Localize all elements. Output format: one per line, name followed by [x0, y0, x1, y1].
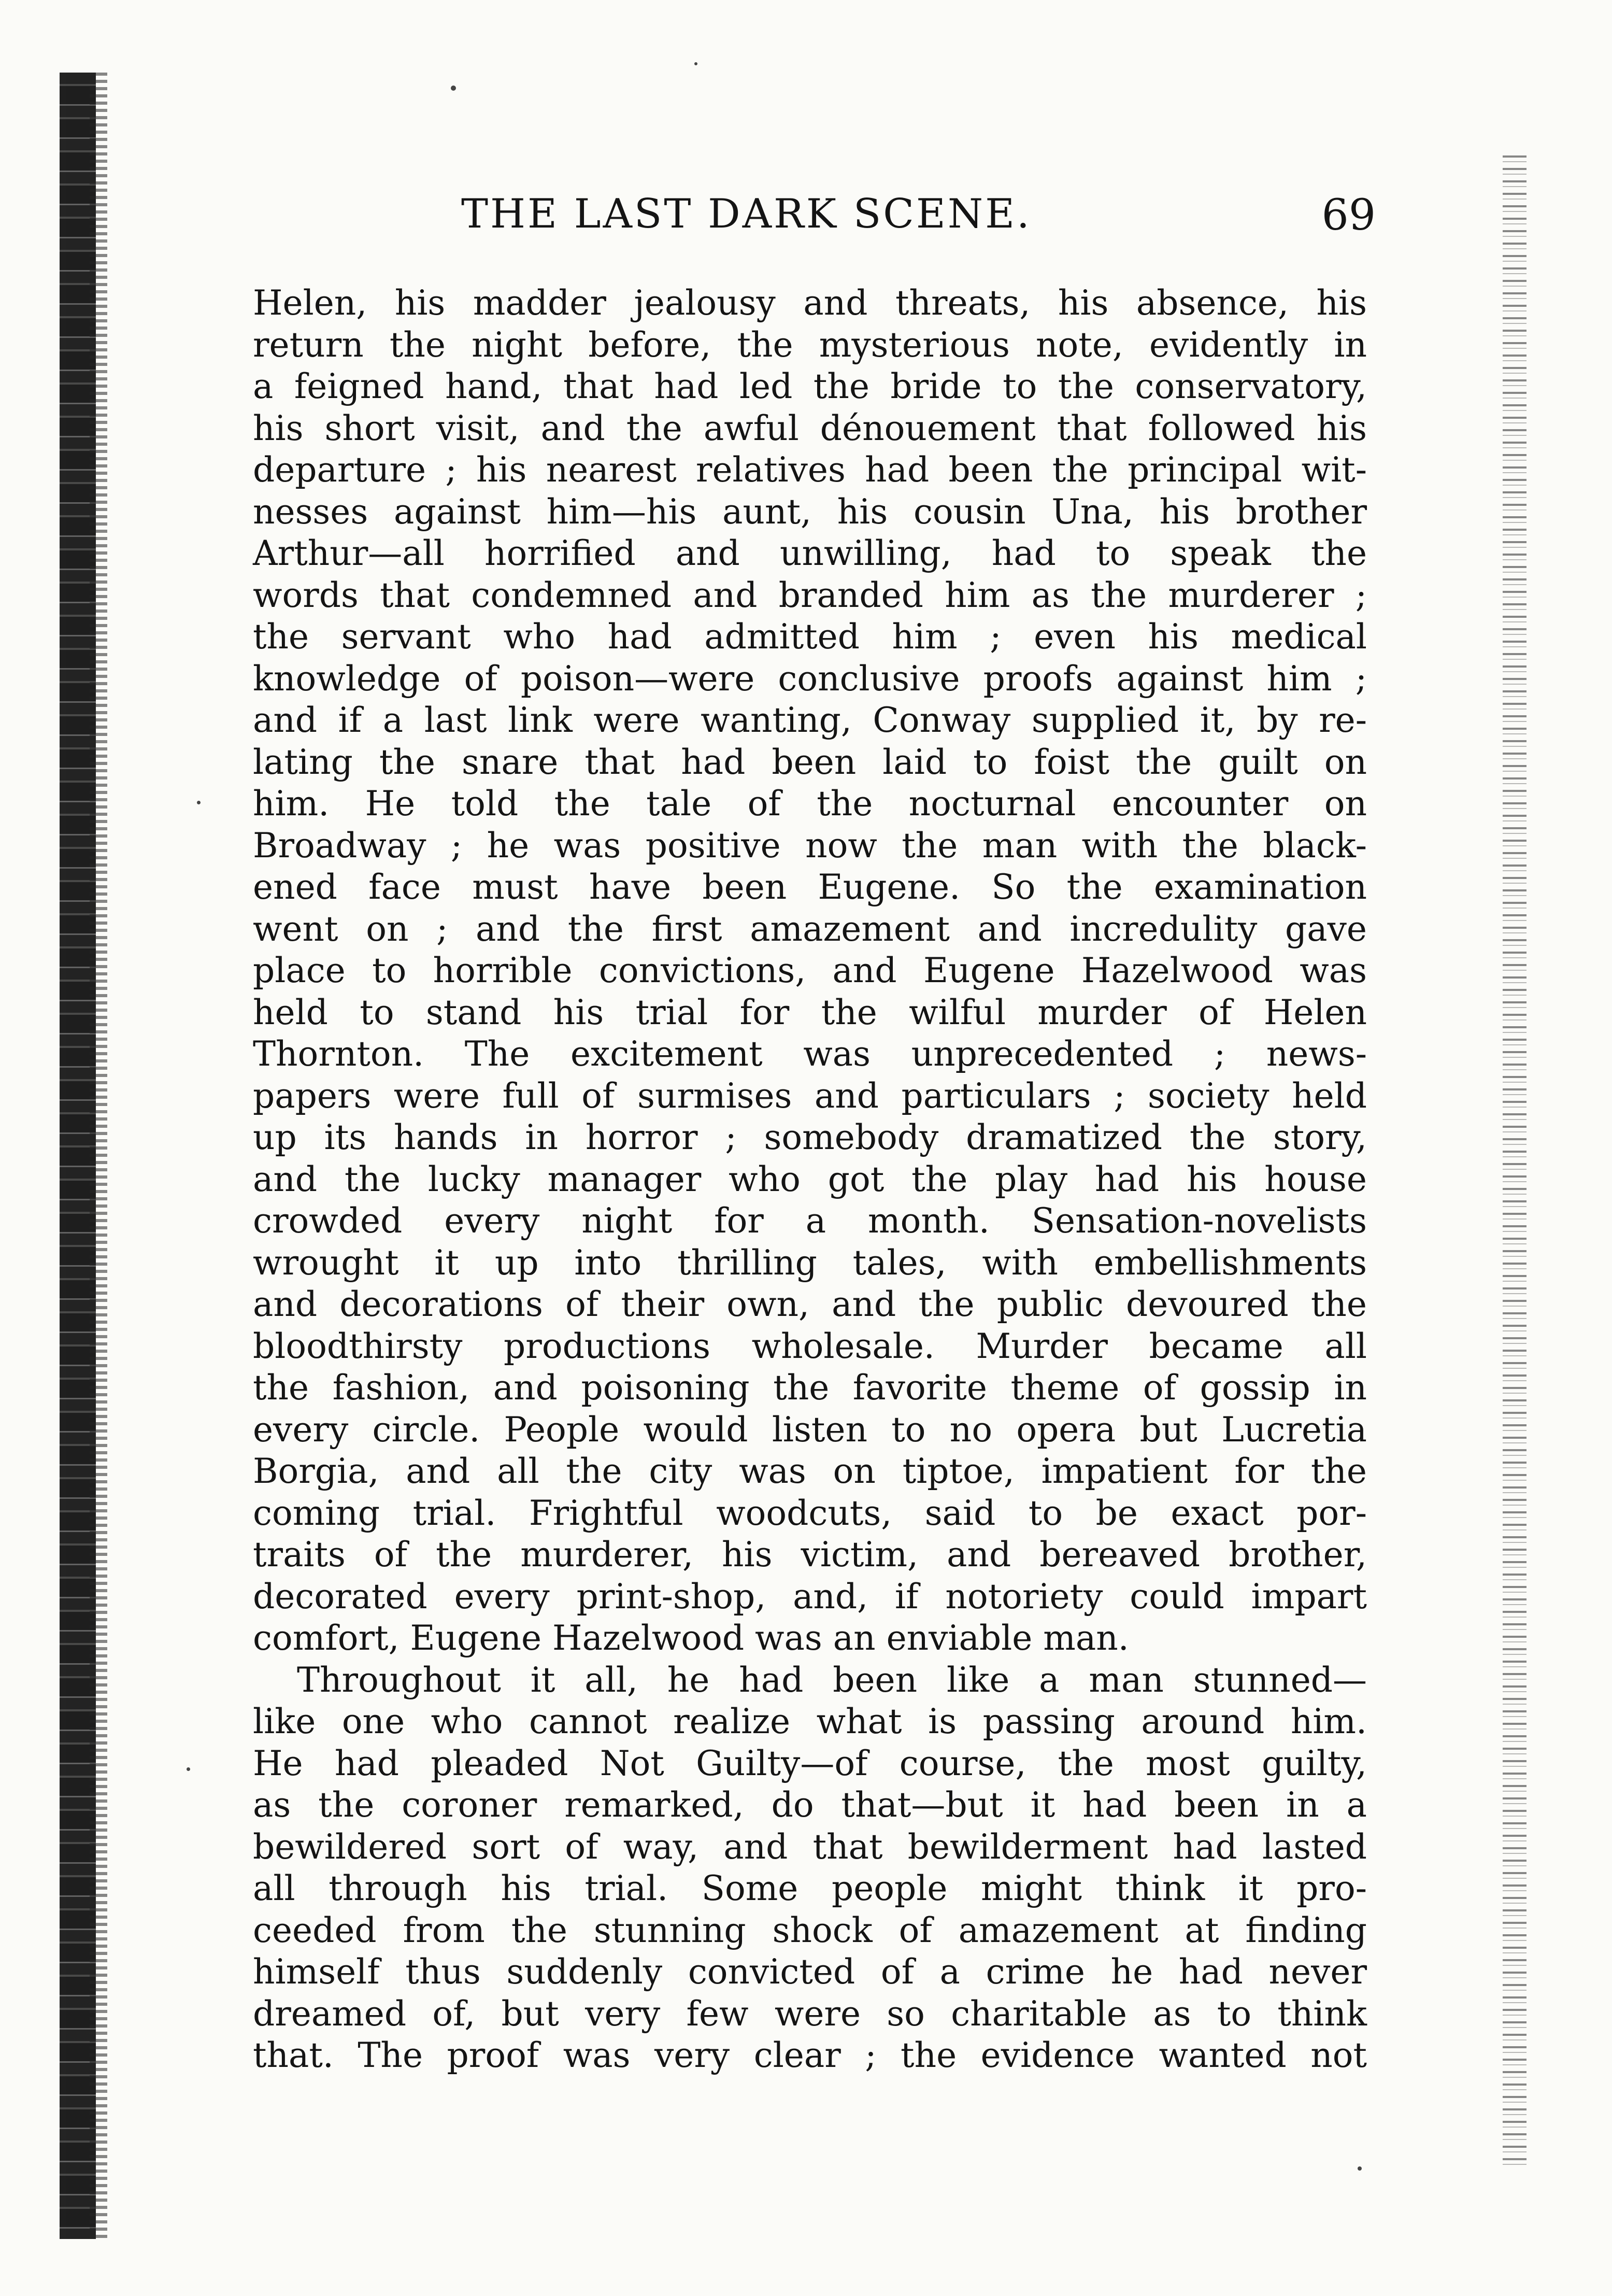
text-line: departure ; his nearest relatives had been the principal wit-	[253, 450, 1367, 490]
text-line: went on ; and the first amazement and incredulity gave	[253, 909, 1367, 949]
text-line: coming trial. Frightful woodcuts, said to be exact por-	[253, 1493, 1367, 1533]
text-line: lating the snare that had been laid to foist the guilt on	[253, 742, 1367, 782]
body-text	[253, 282, 1367, 2077]
text-line: his short visit, and the awful dénouement that followed his	[253, 408, 1367, 448]
text-line: traits of the murderer, his victim, and bereaved brother,	[253, 1535, 1367, 1575]
text-line: him. He told the tale of the nocturnal encounter on	[253, 784, 1367, 824]
text-line: Thornton. The excitement was unprecedented ; news-	[253, 1034, 1367, 1074]
book-binding-edge	[60, 73, 96, 2239]
ink-speck	[451, 86, 456, 91]
text-line: dreamed of, but very few were so charitable as to think	[253, 1993, 1367, 2034]
text-line: bewildered sort of way, and that bewilderment had lasted	[253, 1826, 1367, 1867]
text-line: Helen, his madder jealousy and threats, his absence, his	[253, 283, 1367, 323]
text-line: that. The proof was very clear ; the evidence wanted not	[253, 2035, 1367, 2075]
text-line: a feigned hand, that had led the bride to the conservatory,	[253, 366, 1367, 406]
text-line: Throughout it all, he had been like a man stunned—	[297, 1660, 1367, 1700]
ink-speck	[187, 1767, 190, 1771]
text-line: himself thus suddenly convicted of a crime he had never	[253, 1952, 1367, 1992]
text-line: Borgia, and all the city was on tiptoe, impatient for the	[253, 1451, 1367, 1491]
text-line: comfort, Eugene Hazelwood was an enviable man.	[253, 1618, 1129, 1658]
ink-speck	[197, 801, 201, 804]
text-line: return the night before, the mysterious note, evidently in	[253, 324, 1367, 365]
ink-speck	[694, 62, 697, 65]
text-line: the fashion, and poisoning the favorite theme of gossip in	[253, 1368, 1367, 1408]
text-line: ened face must have been Eugene. So the examination	[253, 867, 1367, 907]
opposite-page-bleed	[1503, 155, 1527, 2166]
text-line: He had pleaded Not Guilty—of course, the most guilty,	[253, 1743, 1367, 1783]
text-line: up its hands in horror ; somebody dramatized the story,	[253, 1117, 1367, 1157]
text-line: decorated every print-shop, and, if notoriety could impart	[253, 1576, 1367, 1617]
text-line: crowded every night for a month. Sensation-novelists	[253, 1201, 1367, 1241]
text-line: Arthur—all horrified and unwilling, had to speak the	[253, 533, 1367, 573]
text-line: the servant who had admitted him ; even his medical	[253, 617, 1367, 657]
text-line: all through his trial. Some people might think it pro-	[253, 1868, 1367, 1908]
ink-speck	[1358, 2166, 1362, 2171]
text-line: and if a last link were wanting, Conway supplied it, by re-	[253, 700, 1367, 740]
page-title: THE LAST DARK SCENE.	[461, 191, 1032, 237]
text-line: ceeded from the stunning shock of amazement at finding	[253, 1910, 1367, 1950]
text-line: knowledge of poison—were conclusive proofs against him ;	[253, 658, 1367, 699]
text-line: and decorations of their own, and the public devoured the	[253, 1284, 1367, 1324]
text-line: like one who cannot realize what is passing around him.	[253, 1702, 1367, 1741]
running-header	[256, 191, 1376, 248]
text-line: every circle. People would listen to no opera but Lucretia	[253, 1409, 1367, 1450]
text-line: and the lucky manager who got the play had his house	[253, 1159, 1367, 1199]
page-number: 69	[1321, 191, 1376, 240]
text-line: Broadway ; he was positive now the man with the black-	[253, 825, 1367, 866]
text-line: nesses against him—his aunt, his cousin Una, his brother	[253, 491, 1367, 532]
text-line: words that condemned and branded him as the murderer ;	[253, 575, 1367, 615]
text-line: held to stand his trial for the wilful murder of Helen	[253, 992, 1367, 1032]
text-line: as the coroner remarked, do that—but it had been in a	[253, 1785, 1367, 1825]
text-line: wrought it up into thrilling tales, with embellishments	[253, 1242, 1367, 1283]
text-line: papers were full of surmises and particulars ; society held	[253, 1075, 1367, 1116]
text-line: place to horrible convictions, and Eugene Hazelwood was	[253, 951, 1367, 990]
text-line: bloodthirsty productions wholesale. Murder became all	[253, 1326, 1367, 1366]
